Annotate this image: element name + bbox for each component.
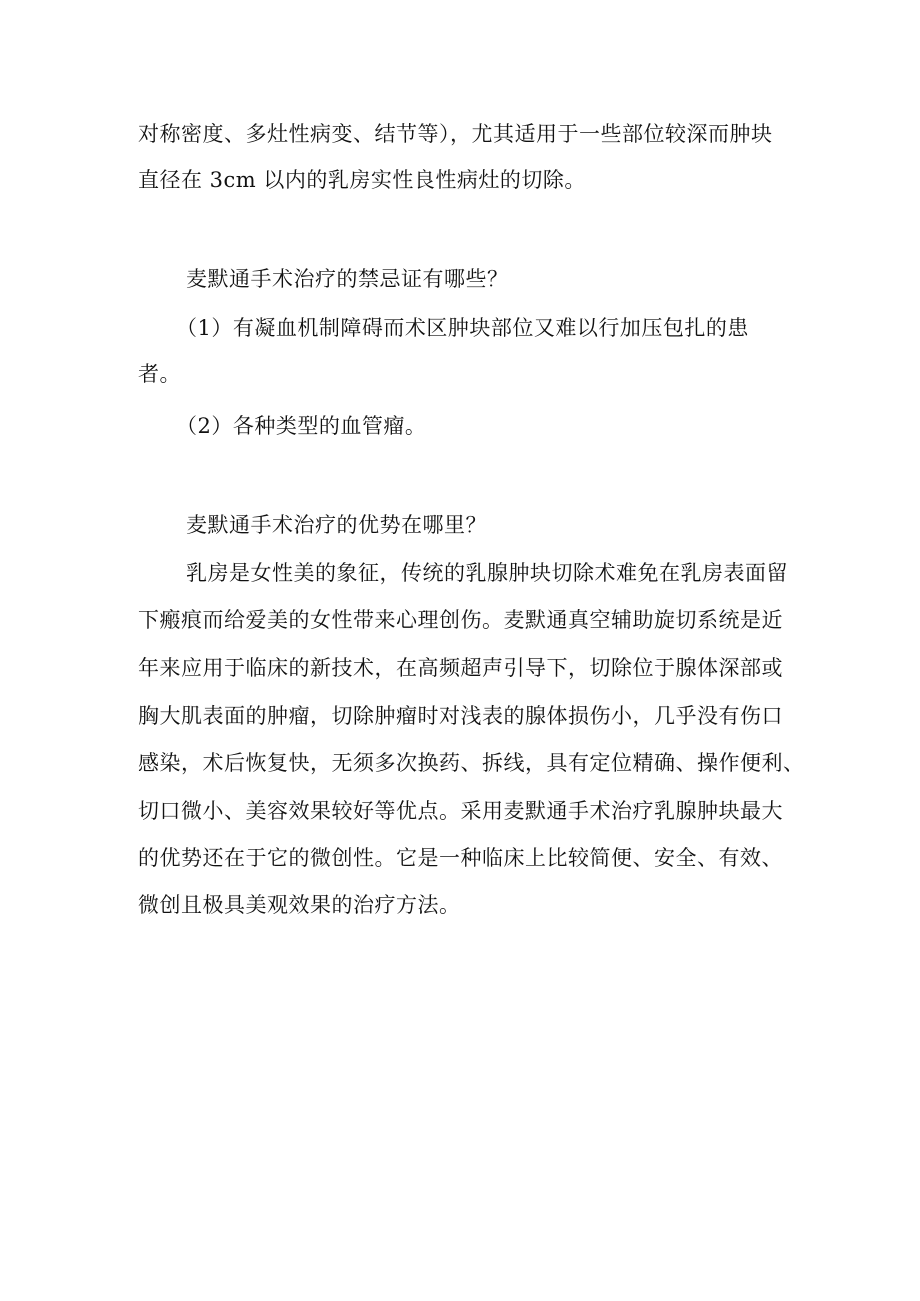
paragraph-line: 的优势还在于它的微创性。它是一种临床上比较简便、安全、有效、 [138,846,783,870]
paragraph-line: 直径在 3cm 以内的乳房实性良性病灶的切除。 [138,168,586,192]
list-item-line: 者。 [138,362,181,386]
paragraph-line: 乳房是女性美的象征，传统的乳腺肿块切除术难免在乳房表面留 [186,561,788,585]
section-heading: 麦默通手术治疗的优势在哪里？ [186,513,487,537]
paragraph-line: 感染，术后恢复快，无须多次换药、拆线，具有定位精确、操作便利、 [138,751,805,775]
paragraph-line: 下瘢痕而给爱美的女性带来心理创伤。麦默通真空辅助旋切系统是近 [138,608,783,632]
paragraph-line: 微创且极具美观效果的治疗方法。 [138,893,461,917]
paragraph-line: 胸大肌表面的肿瘤，切除肿瘤时对浅表的腺体损伤小，几乎没有伤口 [138,704,783,728]
list-item-line: （1）有凝血机制障碍而术区肿块部位又难以行加压包扎的患 [176,316,749,340]
paragraph-line: 切口微小、美容效果较好等优点。采用麦默通手术治疗乳腺肿块最大 [138,799,783,823]
list-item-line: （2）各种类型的血管瘤。 [176,414,427,438]
section-heading: 麦默通手术治疗的禁忌证有哪些？ [186,267,509,291]
paragraph-line: 对称密度、多灶性病变、结节等），尤其适用于一些部位较深而肿块 [138,122,773,146]
paragraph-line: 年来应用于临床的新技术，在高频超声引导下，切除位于腺体深部或 [138,656,783,680]
